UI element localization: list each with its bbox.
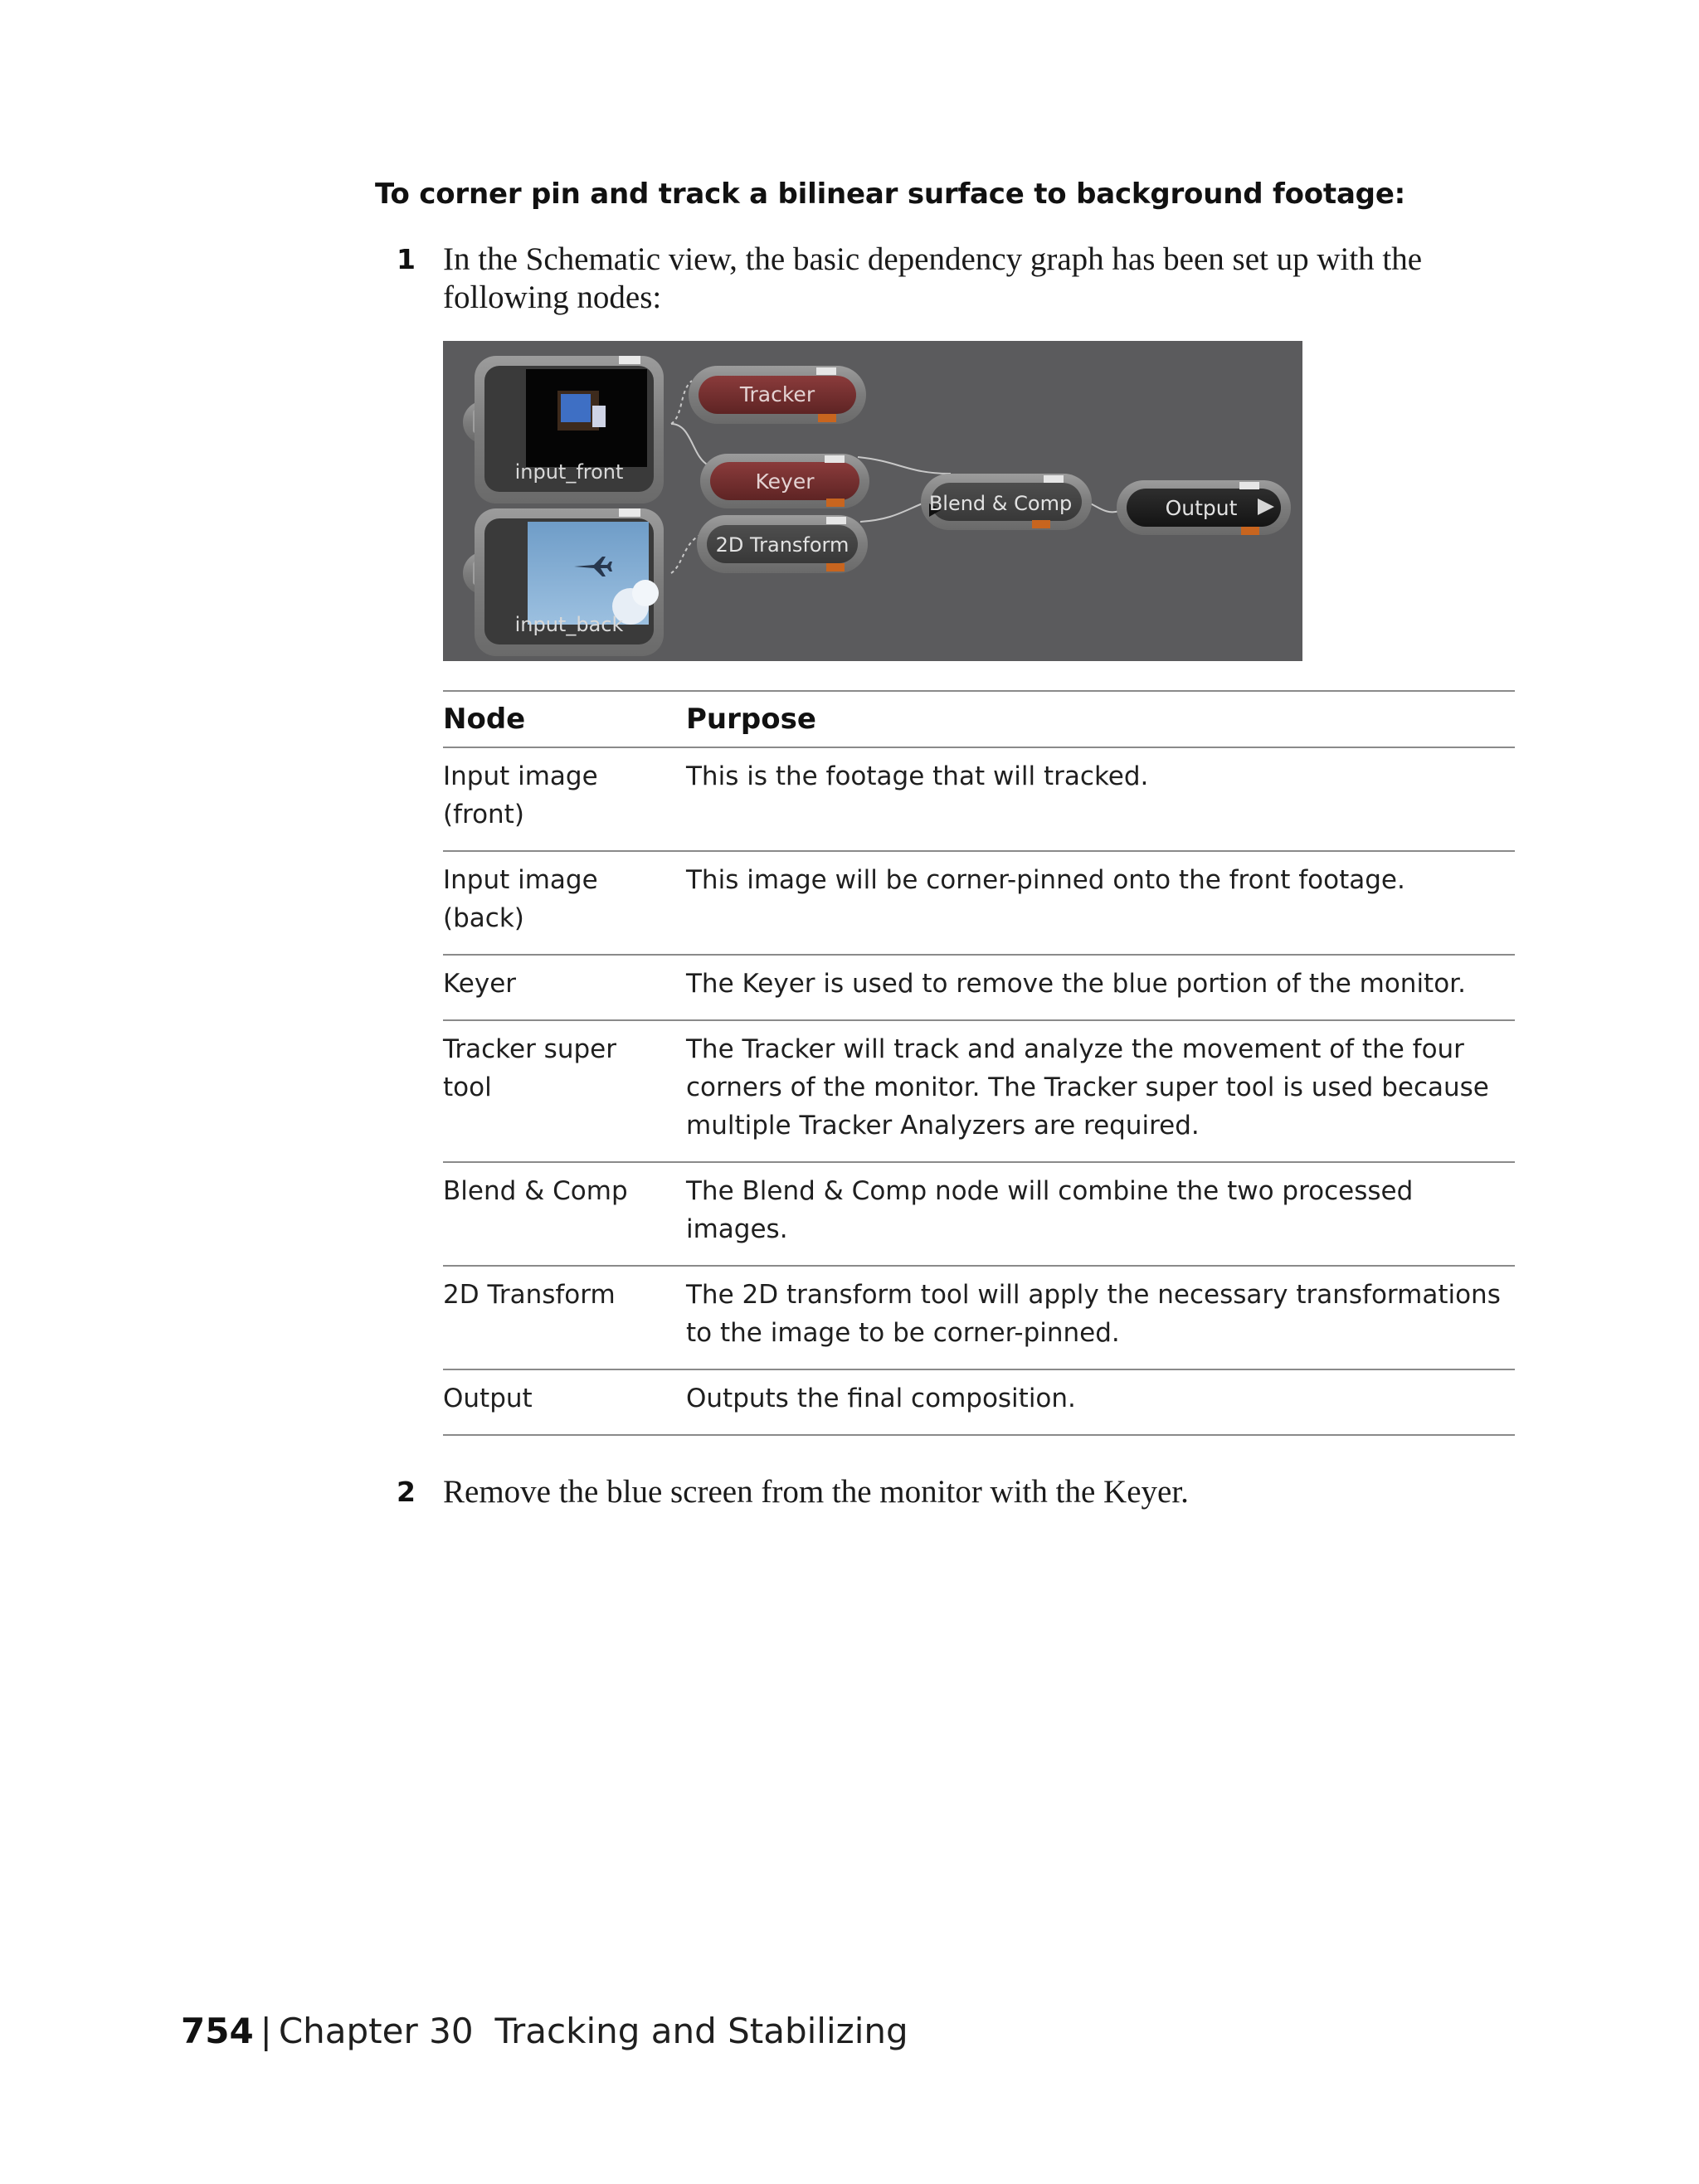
node-cell: Output — [443, 1369, 686, 1435]
step-number: 1 — [397, 243, 416, 275]
purpose-cell: The Keyer is used to remove the blue portion of the monitor. — [686, 955, 1515, 1020]
step-text: Remove the blue screen from the monitor with the Keyer. — [443, 1474, 1189, 1510]
table-row — [443, 851, 1515, 955]
procedure-heading: To corner pin and track a bilinear surface to background footage: — [375, 178, 1406, 211]
node-input-front[interactable] — [463, 356, 664, 503]
table-header-row — [443, 691, 1515, 747]
node-cell: Keyer — [443, 955, 686, 1020]
chapter-label: Chapter 30 — [278, 2011, 474, 2051]
node-name: Tracker super tool — [443, 1034, 616, 1102]
node-cell: Blend & Comp — [443, 1162, 686, 1266]
purpose-cell: Outputs the final composition. — [686, 1369, 1515, 1435]
table-row — [443, 1020, 1515, 1162]
page-footer — [181, 2011, 908, 2051]
node-tracker[interactable] — [689, 366, 866, 424]
table-row — [443, 955, 1515, 1020]
purpose-cell: This image will be corner-pinned onto the front footage. — [686, 851, 1515, 955]
node-blend-comp[interactable] — [921, 474, 1092, 530]
purpose-cell: The Tracker will track and analyze the movement of the four corners of the monitor. The Tracker super tool is used because multiple Tracker Analyzers are required. — [686, 1020, 1515, 1162]
node-cell: 2D Transform — [443, 1266, 686, 1369]
step-number: 2 — [397, 1476, 416, 1508]
column-header-node: Node — [443, 691, 686, 747]
node-purpose-table — [443, 690, 1515, 1436]
tracker-label: Tracker — [739, 382, 815, 406]
table-row — [443, 1266, 1515, 1369]
node-2d-transform[interactable] — [697, 515, 868, 573]
table-row — [443, 747, 1515, 851]
transform-label: 2D Transform — [715, 533, 850, 557]
table-row — [443, 1162, 1515, 1266]
purpose-cell: The Blend & Comp node will combine the two processed images. — [686, 1162, 1515, 1266]
input-front-label: input_front — [514, 460, 624, 484]
node-output[interactable] — [1117, 480, 1291, 535]
output-label: Output — [1165, 496, 1238, 520]
step-text: In the Schematic view, the basic dependency graph has been set up with the following nodes: — [443, 241, 1423, 315]
purpose-cell: This is the footage that will tracked. — [686, 747, 1515, 851]
node-name: Input image (front) — [443, 761, 598, 829]
chapter-title: Tracking and Stabilizing — [494, 2011, 908, 2051]
node-name: Input image (back) — [443, 865, 598, 933]
column-header-purpose: Purpose — [686, 691, 1515, 747]
input-back-label: input_back — [514, 613, 624, 636]
page-number: 754 — [181, 2011, 254, 2051]
footer-separator: | — [260, 2011, 272, 2051]
node-input-back[interactable] — [463, 508, 664, 656]
node-keyer[interactable] — [700, 454, 869, 508]
schematic-view-screenshot — [443, 341, 1302, 661]
blend-comp-label: Blend & Comp — [928, 492, 1073, 515]
node-cell — [443, 1020, 686, 1162]
node-cell — [443, 851, 686, 955]
node-cell — [443, 747, 686, 851]
keyer-label: Keyer — [755, 469, 815, 494]
table-row — [443, 1369, 1515, 1435]
purpose-cell: The 2D transform tool will apply the necessary transformations to the image to be corner-pinned. — [686, 1266, 1515, 1369]
